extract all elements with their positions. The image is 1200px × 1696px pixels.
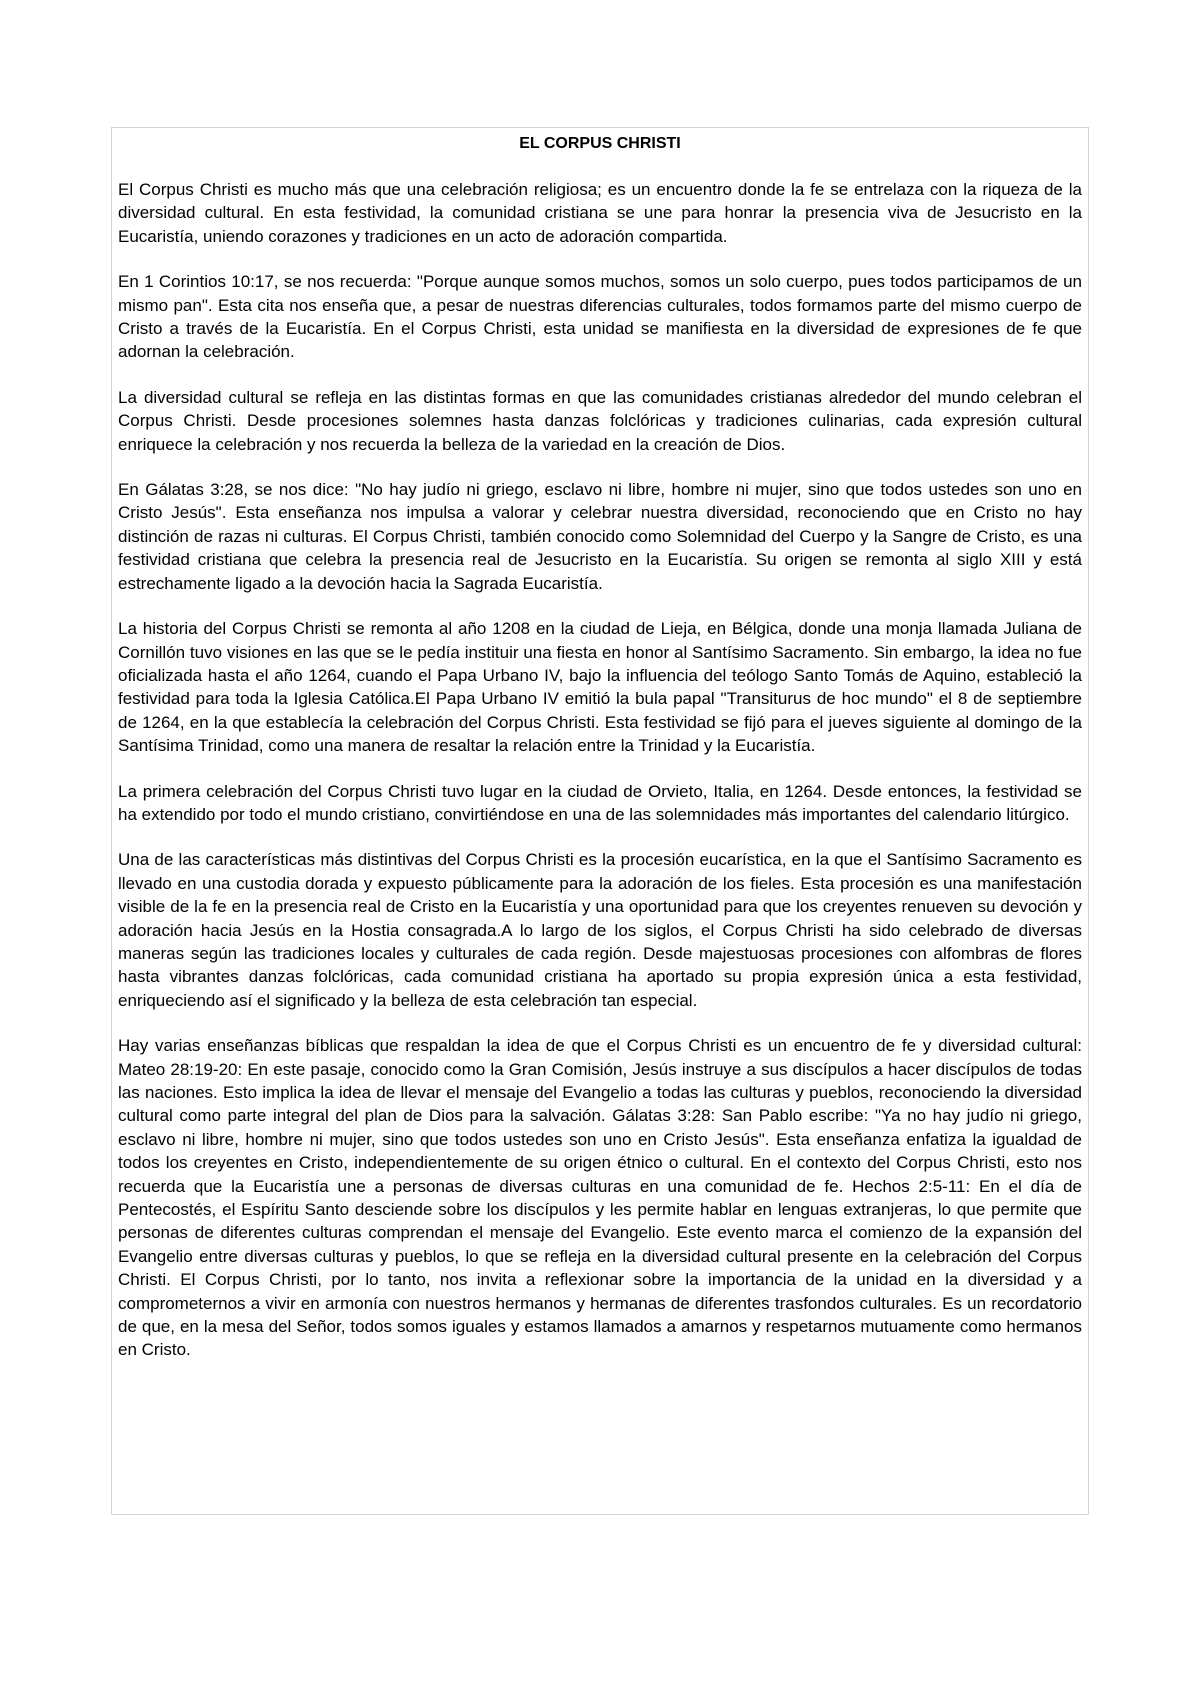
paragraph-orvieto: La primera celebración del Corpus Christi tuvo lugar en la ciudad de Orvieto, Italia, en 1264. Desde entonces, la festividad se ha extendido por todo el mundo cristiano, convirtiéndose en una de las solemnidades más importantes del calendario litúrgico. (118, 781, 1082, 824)
document-frame (111, 127, 1089, 1515)
paragraph-historia: La historia del Corpus Christi se remonta al año 1208 en la ciudad de Lieja, en Bélgica, donde una monja llamada Juliana de Cornillón tuvo visiones en las que se le pedía instituir una fiesta en honor al Santísimo Sacramento. Sin embargo, la idea no fue oficializada hasta el año 1264, cuando el Papa Urbano IV, bajo la influencia del teólogo Santo Tomás de Aquino, estableció la festividad para toda la Iglesia Católica.El Papa Urbano IV emitió la bula papal "Transiturus de hoc mundo" el 8 de septiembre de 1264, en la que establecía la celebración del Corpus Christi. Esta festividad se fijó para el jueves siguiente al domingo de la Santísima Trinidad, como una manera de resaltar la relación entre la Trinidad y la Eucaristía. (118, 619, 1082, 756)
paragraph-procesion: Una de las características más distintivas del Corpus Christi es la procesión eucarística, en la que el Santísimo Sacramento es llevado en una custodia dorada y expuesto públicamente para la adoración de los fieles. Esta procesión es una manifestación visible de la fe en la presencia real de Cristo en la Eucaristía y una oportunidad para que los creyentes renueven su devoción y adoración hacia Jesús en la Hostia consagrada.A lo largo de los siglos, el Corpus Christi ha sido celebrado de diversas maneras según las tradiciones locales y culturales de cada región. Desde majestuosas procesiones con alfombras de flores hasta vibrantes danzas folclóricas, cada comunidad cristiana ha aportado su propia expresión única a esta festividad, enriqueciendo así el significado y la belleza de esta celebración tan especial. (118, 850, 1082, 1010)
paragraph-intro: El Corpus Christi es mucho más que una celebración religiosa; es un encuentro donde la fe se entrelaza con la riqueza de la diversidad cultural. En esta festividad, la comunidad cristiana se une para honrar la presencia viva de Jesucristo en la Eucaristía, uniendo corazones y tradiciones en un acto de adoración compartida. (118, 180, 1082, 246)
paragraph-corintios: En 1 Corintios 10:17, se nos recuerda: "Porque aunque somos muchos, somos un solo cuerpo, pues todos participamos de un mismo pan". Esta cita nos enseña que, a pesar de nuestras diferencias culturales, todos formamos parte del mismo cuerpo de Cristo a través de la Eucaristía. En el Corpus Christi, esta unidad se manifiesta en la diversidad de expresiones de fe que adornan la celebración. (118, 272, 1082, 362)
paragraph-galatas: En Gálatas 3:28, se nos dice: "No hay judío ni griego, esclavo ni libre, hombre ni mujer, sino que todos ustedes son uno en Cristo Jesús". Esta enseñanza nos impulsa a valorar y celebrar nuestra diversidad, reconociendo que en Cristo no hay distinción de razas ni culturas. El Corpus Christi, también conocido como Solemnidad del Cuerpo y la Sangre de Cristo, es una festividad cristiana que celebra la presencia real de Jesucristo en la Eucaristía. Su origen se remonta al siglo XIII y está estrechamente ligado a la devoción hacia la Sagrada Eucaristía. (118, 480, 1082, 593)
paragraph-diversidad: La diversidad cultural se refleja en las distintas formas en que las comunidades cristianas alrededor del mundo celebran el Corpus Christi. Desde procesiones solemnes hasta danzas folclóricas y tradiciones culinarias, cada expresión cultural enriquece la celebración y nos recuerda la belleza de la variedad en la creación de Dios. (118, 387, 1082, 454)
paragraph-ensenanzas: Hay varias enseñanzas bíblicas que respaldan la idea de que el Corpus Christi es un encuentro de fe y diversidad cultural: Mateo 28:19-20: En este pasaje, conocido como la Gran Comisión, Jesús instruye a sus discípulos a hacer discípulos de todas las naciones. Esto implica la idea de llevar el mensaje del Evangelio a todas las culturas y pueblos, reconociendo la diversidad cultural como parte integral del plan de Dios para la salvación. Gálatas 3:28: San Pablo escribe: "Ya no hay judío ni griego, esclavo ni libre, hombre ni mujer, sino que todos ustedes son uno en Cristo Jesús". Esta enseñanza enfatiza la igualdad de todos los creyentes en Cristo, independientemente de su origen étnico o cultural. En el contexto del Corpus Christi, esto nos recuerda que la Eucaristía une a personas de diversas culturas en una comunidad de fe. Hechos 2:5-11: En el día de Pentecostés, el Espíritu Santo desciende sobre los discípulos y les permite hablar en lenguas extranjeras, lo que permite que personas de diferentes culturas comprendan el mensaje del Evangelio. Este evento marca el comienzo de la expansión del Evangelio entre diversas culturas y pueblos, lo que se refleja en la diversidad cultural presente en la celebración del Corpus Christi. El Corpus Christi, por lo tanto, nos invita a reflexionar sobre la importancia de la unidad en la diversidad y a comprometernos a vivir en armonía con nuestros hermanos y hermanas de diferentes trasfondos culturales. Es un recordatorio de que, en la mesa del Señor, todos somos iguales y estamos llamados a amarnos y respetarnos mutuamente como hermanos en Cristo. (118, 1036, 1082, 1360)
document-title: EL CORPUS CHRISTI (519, 135, 681, 152)
